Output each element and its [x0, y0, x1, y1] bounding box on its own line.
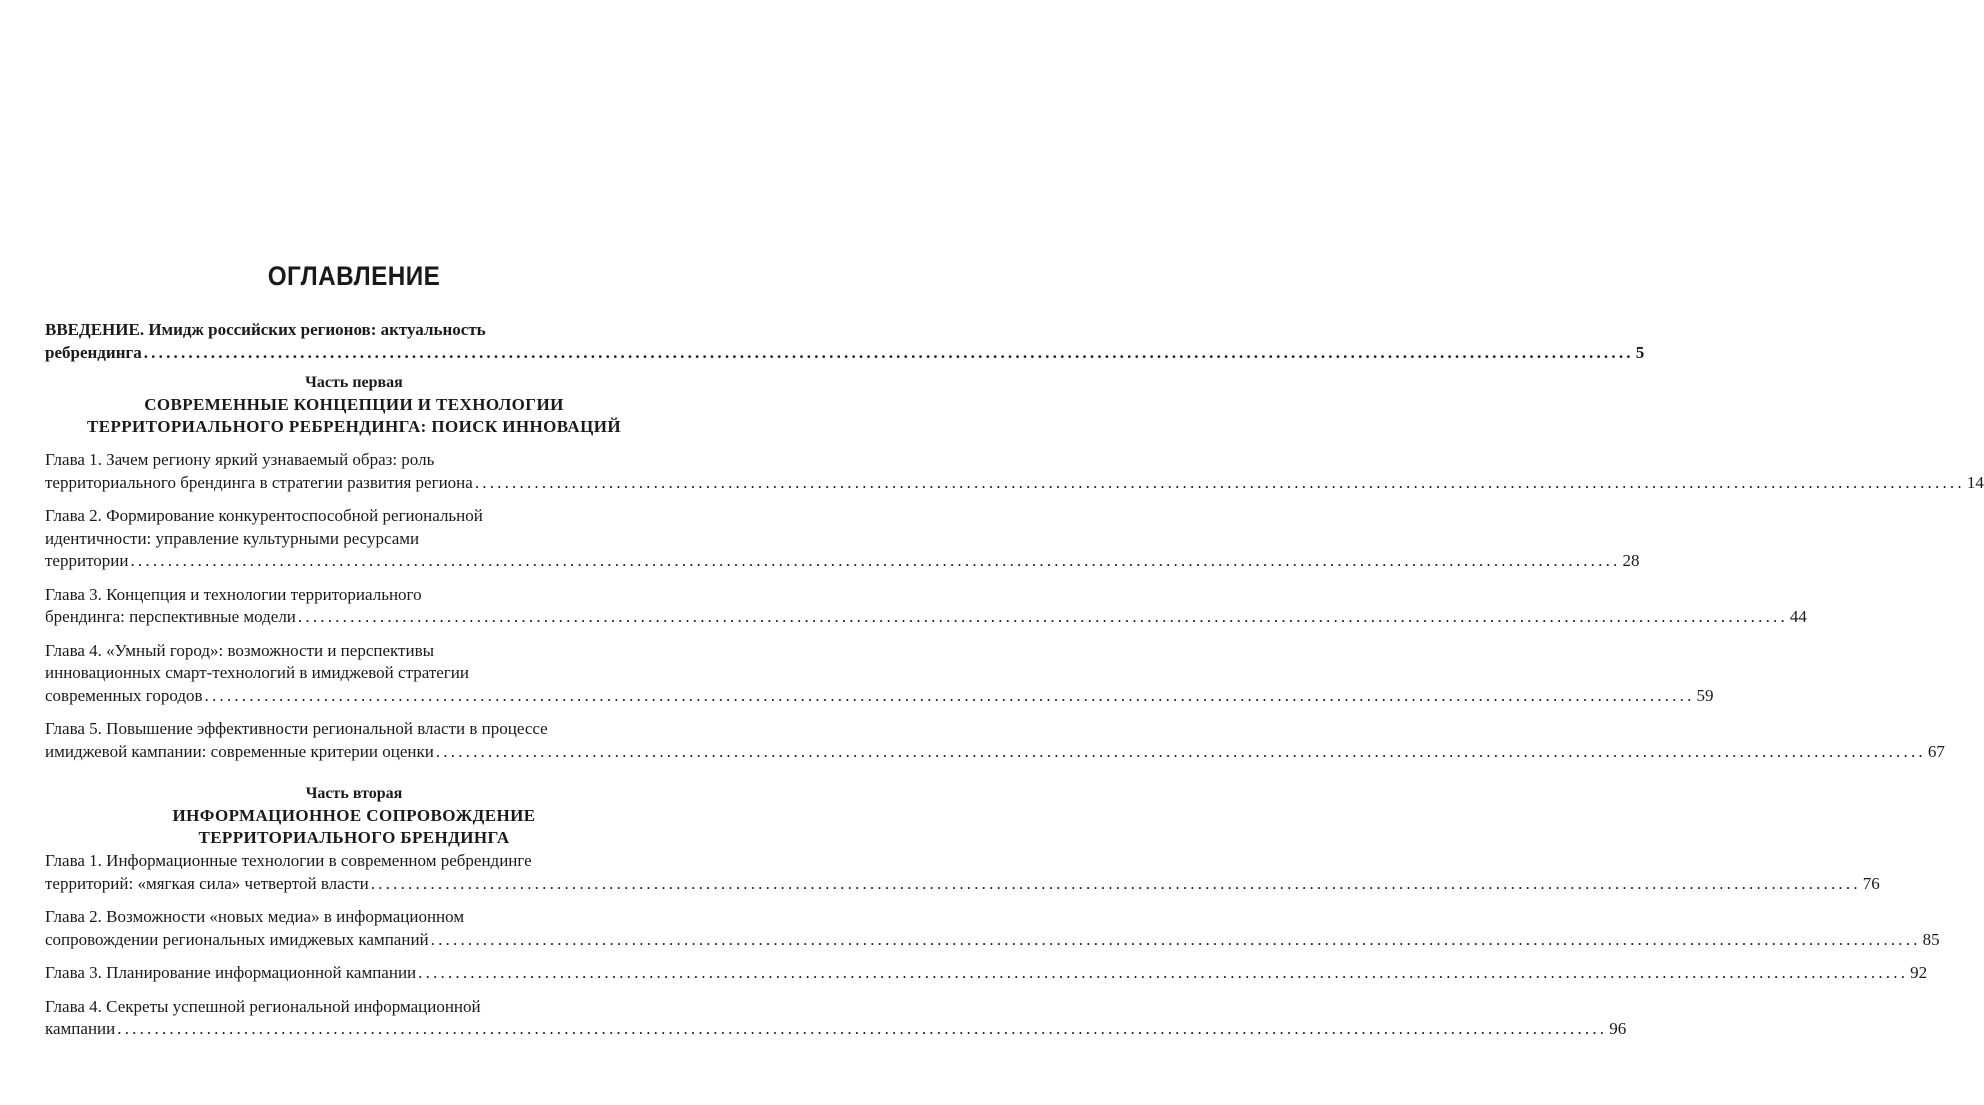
dot-leader: ........................................................................................................................................................................................................ — [430, 929, 1921, 949]
toc-entry — [45, 850, 1880, 895]
entry-line: Глава 2. Возможности «новых медиа» в информационном — [45, 907, 465, 926]
dot-leader: ........................................................................................................................................................................................................ — [130, 551, 1621, 570]
page-number: 28 — [1622, 551, 1640, 570]
part-label: Часть первая — [305, 374, 403, 391]
toc-entry — [45, 996, 1627, 1041]
toc-entry — [45, 449, 1984, 494]
entry-line: Глава 4. «Умный город»: возможности и перспективы — [45, 640, 435, 660]
part-title-line: ТЕРРИТОРИАЛЬНОГО БРЕНДИНГА — [198, 828, 510, 847]
page-number: 76 — [1862, 873, 1880, 893]
part-title-line: ТЕРРИТОРИАЛЬНОГО РЕБРЕНДИНГА: ПОИСК ИННОВАЦИЙ — [87, 417, 621, 436]
part-1-heading — [45, 372, 663, 438]
page-number: 85 — [1922, 929, 1940, 949]
entry-last-line: современных городов — [45, 685, 203, 705]
toc-entry — [45, 962, 1928, 985]
entry-line: идентичности: управление культурными ресурсами — [45, 528, 420, 548]
page-number: 67 — [1927, 741, 1945, 761]
entry-last-line: брендинга: перспективные модели — [45, 607, 296, 626]
page-number: 59 — [1696, 685, 1714, 705]
toc-entry — [45, 718, 1945, 763]
toc-entry — [45, 906, 1940, 951]
part-2-chapter-list — [45, 850, 1940, 1052]
entry-last-line: имиджевой кампании: современные критерии оценки — [45, 741, 434, 761]
entry-line: инновационных смарт-технологий в имиджевой стратегии — [45, 663, 469, 682]
dot-leader: ........................................................................................................................................................................................................ — [117, 1019, 1608, 1038]
page-number: 92 — [1910, 963, 1928, 982]
dot-leader: ........................................................................................................................................................................................................ — [435, 741, 1926, 761]
entry-last-line: сопровождении региональных имиджевых кампаний — [45, 929, 429, 949]
page-number: 5 — [1635, 343, 1645, 362]
entry-line: Глава 3. Концепция и технологии территориального — [45, 584, 422, 604]
part-title-line: ИНФОРМАЦИОННОЕ СОПРОВОЖДЕНИЕ — [172, 806, 536, 825]
part-1-chapter-list — [45, 449, 1984, 774]
entry-line: Глава 1. Информационные технологии в современном ребрендинге — [45, 851, 532, 870]
page-number: 14 — [1966, 472, 1984, 492]
dot-leader: ........................................................................................................................................................................................................ — [297, 607, 1788, 626]
toc-entry — [45, 584, 1807, 629]
entry-line: Глава 5. Повышение эффективности региональной власти в процессе — [45, 719, 548, 738]
part-title-line: СОВРЕМЕННЫЕ КОНЦЕПЦИИ И ТЕХНОЛОГИИ — [144, 395, 564, 414]
entry-line: Глава 1. Зачем региону яркий узнаваемый образ: роль — [45, 450, 435, 469]
toc-entry — [45, 505, 1640, 573]
dot-leader: ........................................................................................................................................................................................................ — [370, 873, 1861, 893]
part-label: Часть вторая — [305, 785, 403, 802]
entry-last-line: территории — [45, 551, 129, 570]
dot-leader: ........................................................................................................................................................................................................ — [204, 685, 1695, 705]
page-number: 44 — [1789, 607, 1807, 626]
dot-leader: ........................................................................................................................................................................................................ — [474, 472, 1965, 492]
part-2-heading — [45, 783, 663, 849]
entry-last-line: территориального брендинга в стратегии развития региона — [45, 472, 473, 492]
entry-last-line: кампании — [45, 1019, 116, 1038]
dot-leader: ........................................................................................................................................................................................................ — [143, 343, 1634, 362]
dot-leader: ........................................................................................................................................................................................................ — [418, 963, 1909, 982]
entry-last-line: Глава 3. Планирование информационной кампании — [45, 963, 417, 982]
entry-line: Глава 2. Формирование конкурентоспособной региональной — [45, 506, 483, 525]
page-title: ОГЛАВЛЕНИЕ — [267, 261, 441, 291]
entry-last-line: территорий: «мягкая сила» четвертой власти — [45, 873, 369, 893]
toc-entry — [45, 640, 1714, 708]
page-number: 96 — [1609, 1019, 1627, 1038]
entry-line: ВВЕДЕНИЕ. Имидж российских регионов: актуальность — [45, 320, 486, 339]
entry-last-line: ребрендинга — [45, 343, 142, 362]
toc-entry-introduction — [45, 318, 1645, 364]
entry-line: Глава 4. Секреты успешной региональной информационной — [45, 996, 481, 1016]
